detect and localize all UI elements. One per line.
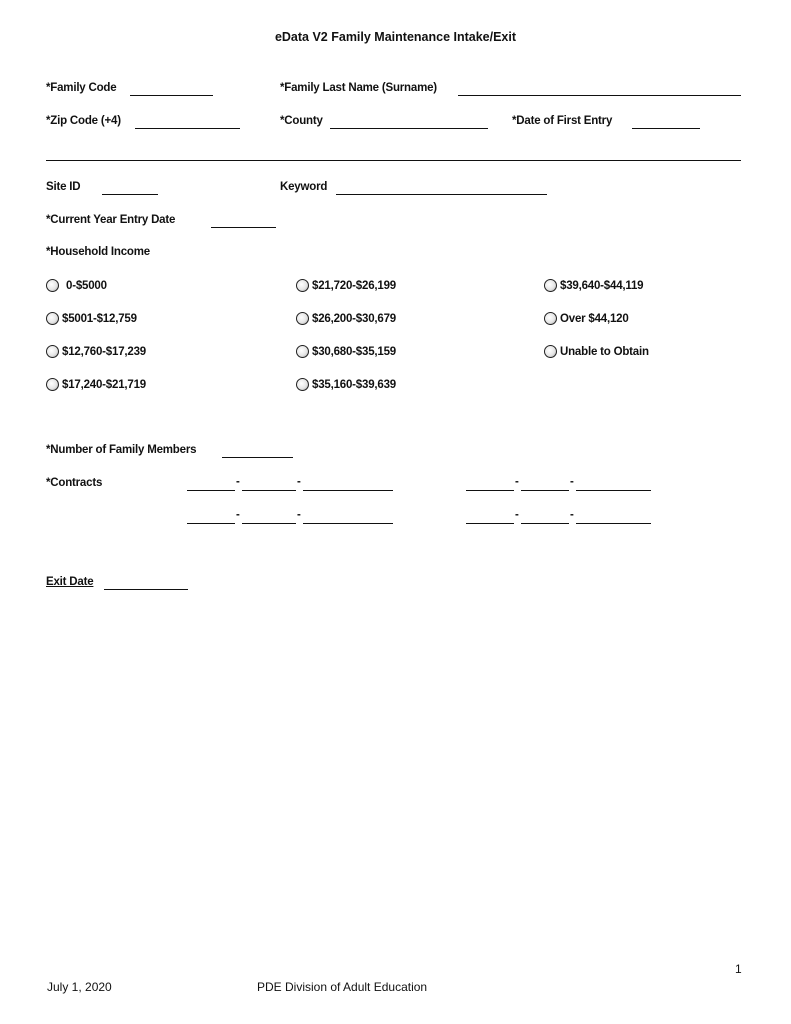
contract-separator: - (570, 476, 574, 488)
income-option-label: Unable to Obtain (560, 345, 649, 358)
family-last-name-label: *Family Last Name (Surname) (280, 82, 437, 94)
page-title: eData V2 Family Maintenance Intake/Exit (274, 30, 517, 44)
income-option-label: $26,200-$30,679 (312, 312, 396, 325)
contract-2b-part-2[interactable] (521, 523, 569, 524)
income-option-label: $35,160-$39,639 (312, 378, 396, 391)
keyword-label: Keyword (280, 181, 328, 193)
contract-separator: - (515, 509, 519, 521)
zip-code-field[interactable] (135, 128, 240, 129)
income-option-26200-30679[interactable] (296, 312, 396, 325)
contract-1a-part-1[interactable] (187, 490, 235, 491)
footer-date: July 1, 2020 (47, 980, 112, 994)
radio-icon[interactable] (46, 279, 59, 292)
contract-separator: - (236, 509, 240, 521)
contract-1a-part-3[interactable] (303, 490, 393, 491)
date-first-entry-label: *Date of First Entry (512, 115, 613, 127)
contract-separator: - (297, 476, 301, 488)
page-number: 1 (735, 962, 742, 976)
exit-date-label: Exit Date (46, 576, 94, 588)
family-code-label: *Family Code (46, 82, 117, 94)
income-option-5001-12759[interactable] (46, 312, 137, 325)
site-id-label: Site ID (46, 181, 81, 193)
income-option-label: $5001-$12,759 (62, 312, 137, 325)
current-year-entry-date-field[interactable] (211, 227, 276, 228)
contract-2a-part-2[interactable] (242, 523, 296, 524)
radio-icon[interactable] (296, 345, 309, 358)
contract-separator: - (515, 476, 519, 488)
income-option-39640-44119[interactable] (544, 279, 643, 292)
radio-icon[interactable] (46, 345, 59, 358)
date-first-entry-field[interactable] (632, 128, 700, 129)
income-option-label: $17,240-$21,719 (62, 378, 146, 391)
income-option-label: Over $44,120 (560, 312, 629, 325)
income-option-35160-39639[interactable] (296, 378, 396, 391)
radio-icon[interactable] (296, 279, 309, 292)
contract-separator: - (297, 509, 301, 521)
income-option-label: 0-$5000 (66, 279, 107, 292)
keyword-field[interactable] (336, 194, 547, 195)
radio-icon[interactable] (544, 345, 557, 358)
household-income-label: *Household Income (46, 246, 150, 258)
income-option-21720-26199[interactable] (296, 279, 396, 292)
radio-icon[interactable] (544, 279, 557, 292)
contract-1b-part-3[interactable] (576, 490, 651, 491)
radio-icon[interactable] (544, 312, 557, 325)
footer-org: PDE Division of Adult Education (257, 980, 428, 994)
county-label: *County (280, 115, 323, 127)
contract-2a-part-1[interactable] (187, 523, 235, 524)
number-family-members-field[interactable] (222, 457, 293, 458)
site-id-field[interactable] (102, 194, 158, 195)
income-option-12760-17239[interactable] (46, 345, 146, 358)
contract-1b-part-1[interactable] (466, 490, 514, 491)
radio-icon[interactable] (46, 312, 59, 325)
contract-2b-part-1[interactable] (466, 523, 514, 524)
radio-icon[interactable] (296, 378, 309, 391)
income-option-label: $21,720-$26,199 (312, 279, 396, 292)
family-last-name-field[interactable] (458, 95, 741, 96)
contract-2b-part-3[interactable] (576, 523, 651, 524)
income-option-17240-21719[interactable] (46, 378, 146, 391)
family-code-field[interactable] (130, 95, 213, 96)
radio-icon[interactable] (296, 312, 309, 325)
income-option-30680-35159[interactable] (296, 345, 396, 358)
zip-code-label: *Zip Code (+4) (46, 115, 121, 127)
current-year-entry-date-label: *Current Year Entry Date (46, 214, 176, 226)
income-option-over-44120[interactable] (544, 312, 629, 325)
number-family-members-label: *Number of Family Members (46, 444, 197, 456)
income-option-label: $39,640-$44,119 (560, 279, 644, 292)
income-option-unable-to-obtain[interactable] (544, 345, 649, 358)
contract-separator: - (570, 509, 574, 521)
income-option-label: $30,680-$35,159 (312, 345, 396, 358)
income-option-0-5000[interactable] (46, 279, 107, 292)
county-field[interactable] (330, 128, 488, 129)
contract-separator: - (236, 476, 240, 488)
contracts-label: *Contracts (46, 477, 103, 489)
section-divider (46, 160, 741, 161)
income-option-label: $12,760-$17,239 (62, 345, 146, 358)
contract-1a-part-2[interactable] (242, 490, 296, 491)
contract-1b-part-2[interactable] (521, 490, 569, 491)
contract-2a-part-3[interactable] (303, 523, 393, 524)
radio-icon[interactable] (46, 378, 59, 391)
exit-date-field[interactable] (104, 589, 188, 590)
